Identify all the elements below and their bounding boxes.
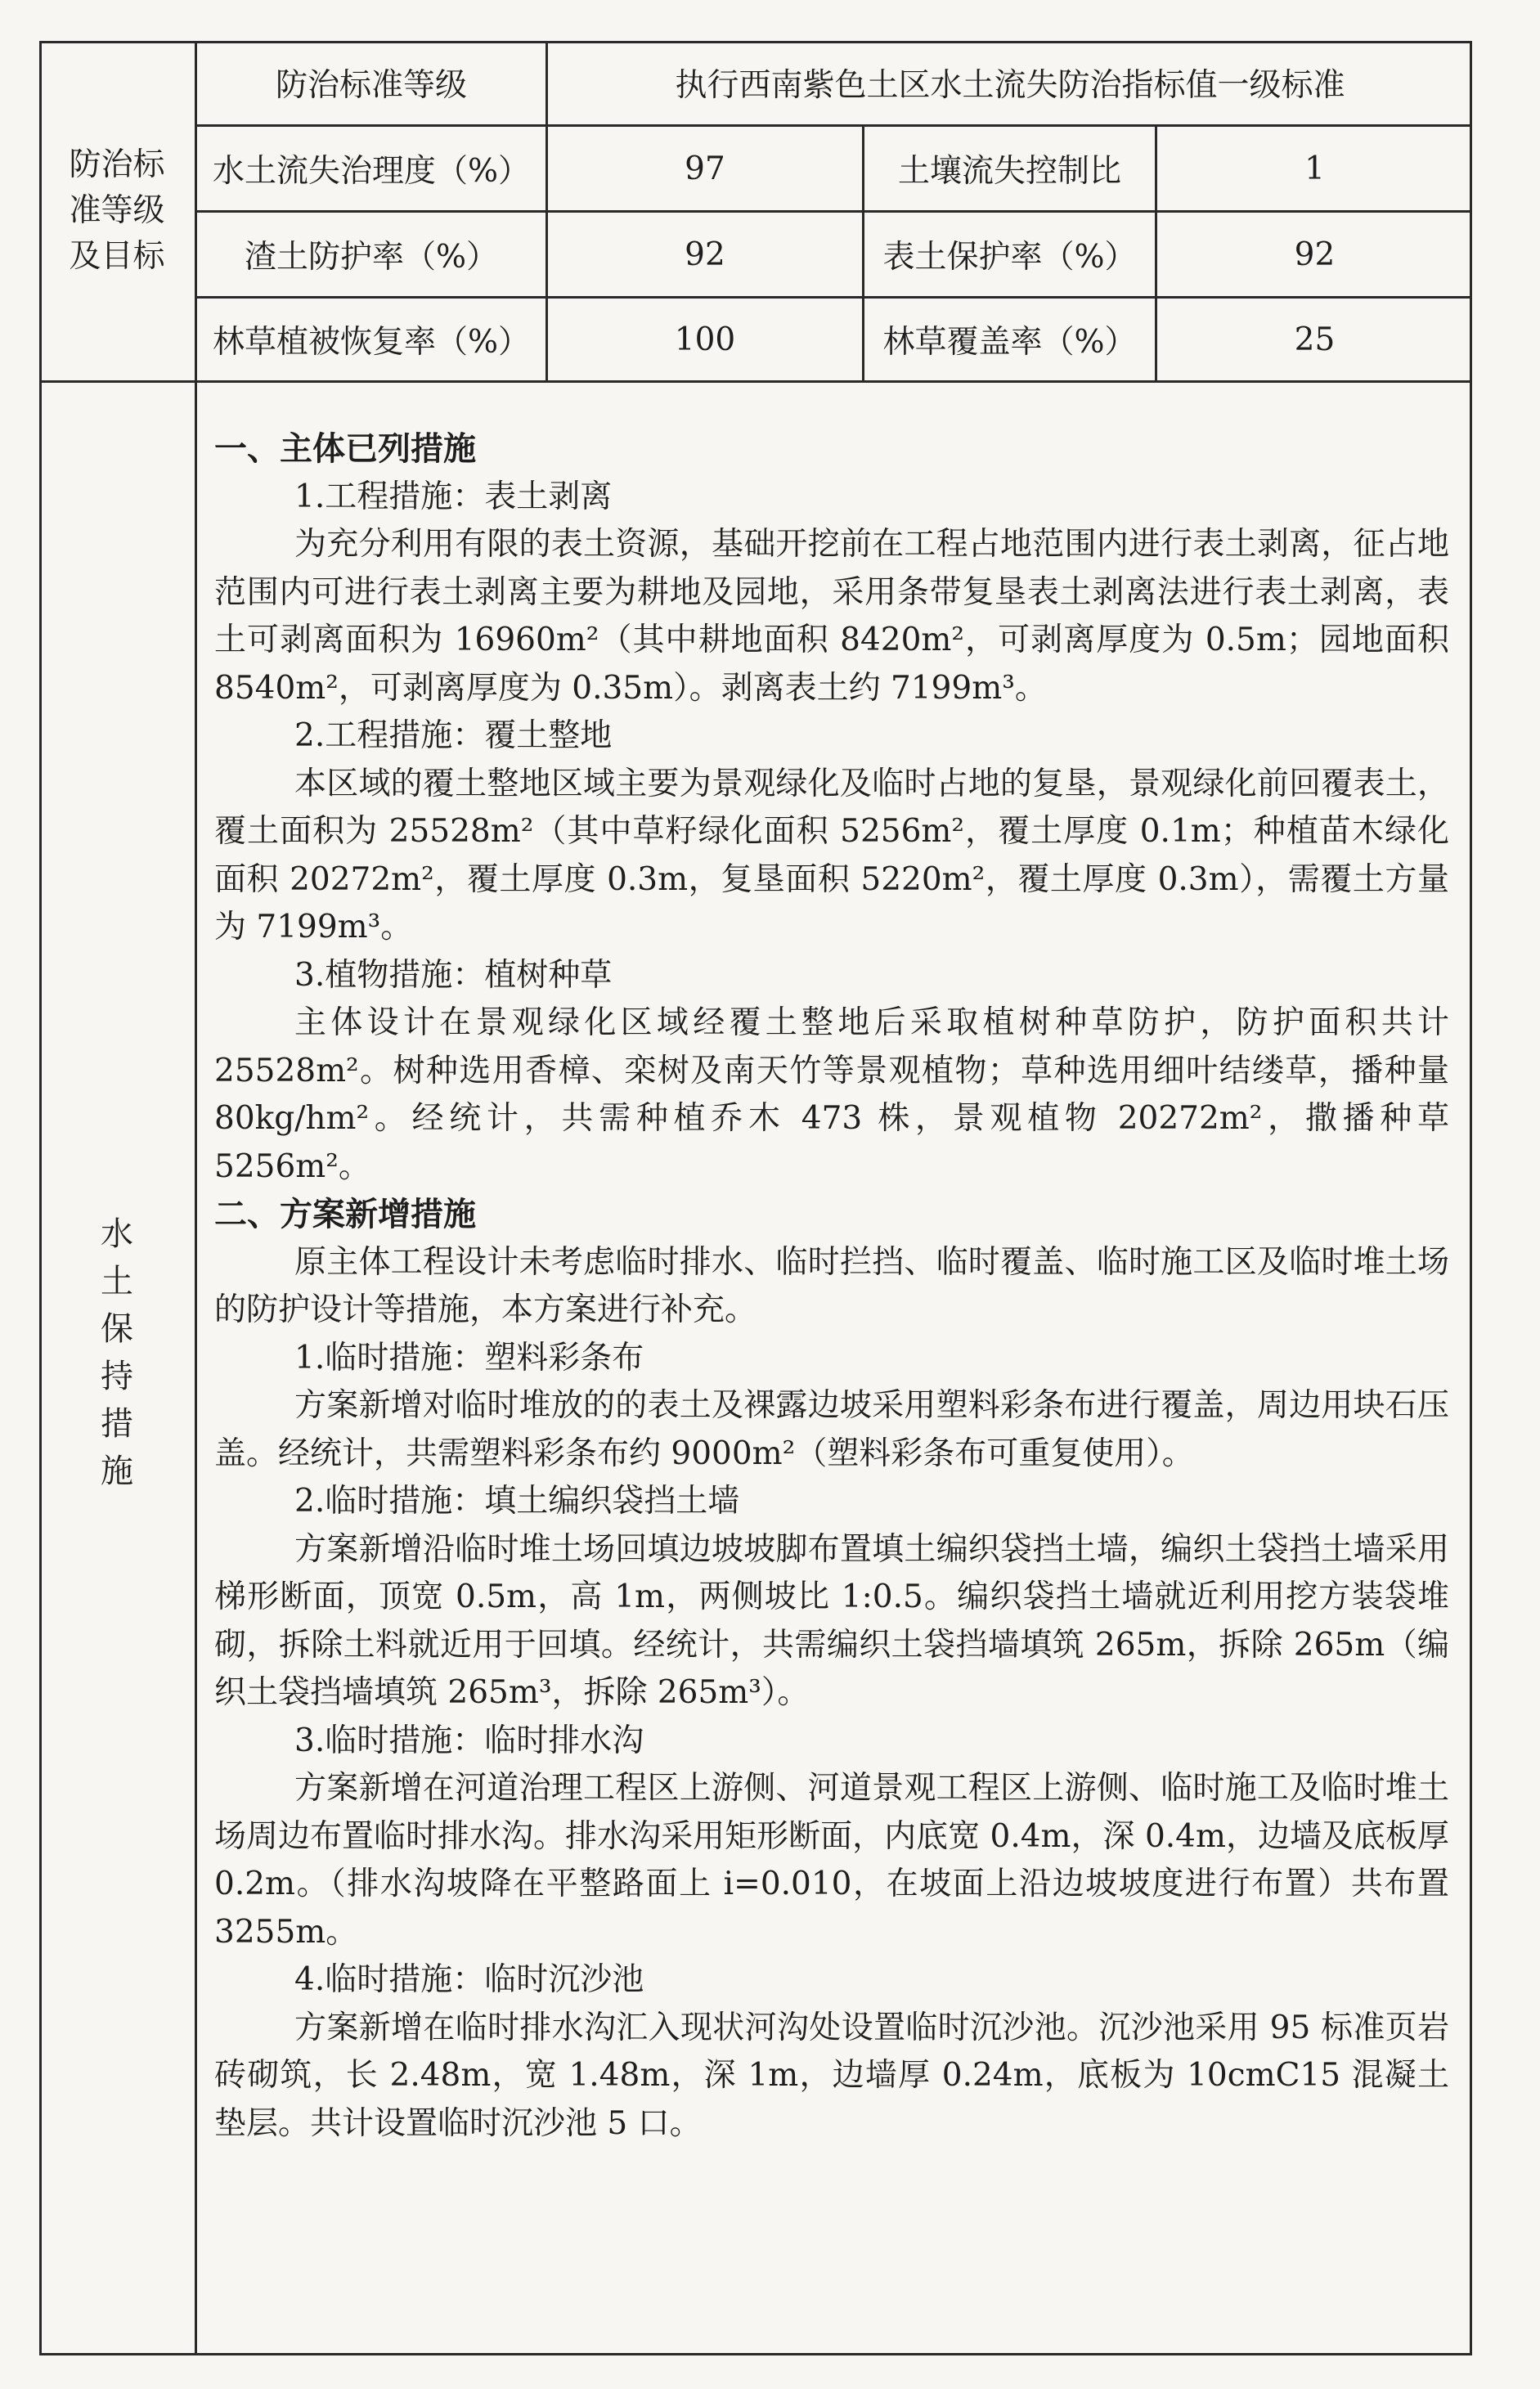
group-label-line: 防治标 bbox=[69, 146, 165, 183]
metric-value: 1 bbox=[1304, 150, 1325, 187]
measure-text: 方案新增在临时排水沟汇入现状河沟处设置临时沉沙池。沉沙池采用 95 标准页岩砖砌筑，长 2.48m，宽 1.48m，深 1m，边墙厚 0.24m，底板为 10cmC15 混凝土垫层。共计设置临时沉沙池 5 口。 bbox=[214, 2009, 1449, 2142]
measure-title: 3.植物措施：植树种草 bbox=[294, 956, 613, 994]
measures-label-char: 措 bbox=[101, 1405, 133, 1443]
metric-label: 表土保护率（%） bbox=[882, 239, 1137, 276]
measure-title: 1.工程措施：表土剥离 bbox=[294, 478, 613, 515]
metric-value: 100 bbox=[674, 321, 736, 358]
measure-text: 主体设计在景观绿化区域经覆土整地后采取植树种草防护，防护面积共计 25528m²。树种选用香樟、栾树及南天竹等景观植物；草种选用细叶结缕草，播种量 80kg/hm²。经统计，共需种植乔木 473 株，景观植物 20272m²，撒播种草 5256m²。 bbox=[214, 1004, 1449, 1185]
measures-label-char: 施 bbox=[101, 1453, 133, 1490]
metric-label: 林草覆盖率（%） bbox=[882, 324, 1137, 361]
measure-text: 方案新增对临时堆放的的表土及裸露边坡采用塑料彩条布进行覆盖，周边用块石压盖。经统计，共需塑料彩条布约 9000m²（塑料彩条布可重复使用）。 bbox=[214, 1387, 1449, 1472]
measure-title: 3.临时措施：临时排水沟 bbox=[294, 1722, 644, 1759]
metric-value: 92 bbox=[1294, 236, 1336, 273]
metric-label: 土壤流失控制比 bbox=[897, 153, 1121, 190]
measure-title: 4.临时措施：临时沉沙池 bbox=[294, 1961, 644, 1998]
group-label-line: 准等级 bbox=[69, 191, 165, 229]
measures-label-char: 水 bbox=[101, 1215, 133, 1253]
grade-value: 执行西南紫色土区水土流失防治指标值一级标准 bbox=[675, 67, 1345, 104]
section-intro: 原主体工程设计未考虑临时排水、临时拦挡、临时覆盖、临时施工区及临时堆土场的防护设计等措施，本方案进行补充。 bbox=[214, 1243, 1449, 1328]
metric-label: 林草植被恢复率（%） bbox=[212, 324, 531, 361]
metric-value: 97 bbox=[685, 150, 725, 187]
standards-group-label bbox=[39, 41, 195, 380]
measure-text: 方案新增沿临时堆土场回填边坡坡脚布置填土编织袋挡土墙，编织土袋挡土墙采用梯形断面，顶宽 0.5m，高 1m，两侧坡比 1:0.5。编织袋挡土墙就近利用挖方装袋堆砌，拆除土料就近用于回填。经统计，共需编织土袋挡墙填筑 265m，拆除 265m（编织土袋挡墙填筑 265m³，拆除 265m³）。 bbox=[214, 1530, 1449, 1711]
measures-label-char: 土 bbox=[101, 1263, 133, 1300]
measures-label bbox=[39, 1210, 195, 1495]
measures-content bbox=[214, 425, 1449, 2148]
measure-text: 为充分利用有限的表土资源，基础开挖前在工程占地范围内进行表土剥离，征占地范围内可进行表土剥离主要为耕地及园地，采用条带复垦表土剥离法进行表土剥离，表土可剥离面积为 16960m²（其中耕地面积 8420m²，可剥离厚度为 0.5m；园地面积 8540m²，可剥离厚度为 0.35m）。剥离表土约 7199m³。 bbox=[214, 526, 1449, 707]
measures-label-char: 保 bbox=[101, 1310, 133, 1348]
measure-text: 方案新增在河道治理工程区上游侧、河道景观工程区上游侧、临时施工及临时堆土场周边布置临时排水沟。排水沟采用矩形断面，内底宽 0.4m，深 0.4m，边墙及底板厚 0.2m。（排水沟坡降在平整路面上 i=0.010，在坡面上沿边坡坡度进行布置）共布置 3255m。 bbox=[214, 1770, 1449, 1951]
metric-value: 92 bbox=[685, 236, 725, 273]
measure-title: 2.工程措施：覆土整地 bbox=[294, 717, 613, 754]
metric-label: 渣土防护率（%） bbox=[244, 239, 499, 276]
metric-value: 25 bbox=[1294, 321, 1336, 358]
divider-section bbox=[39, 380, 1472, 383]
section-heading: 二、方案新增措施 bbox=[214, 1196, 476, 1233]
group-label-line: 及目标 bbox=[69, 237, 165, 275]
measure-title: 1.临时措施：塑料彩条布 bbox=[294, 1339, 644, 1376]
metric-label: 水土流失治理度（%） bbox=[212, 153, 531, 190]
measures-label-char: 持 bbox=[101, 1358, 133, 1395]
section-heading: 一、主体已列措施 bbox=[214, 430, 476, 468]
measure-title: 2.临时措施：填土编织袋挡土墙 bbox=[294, 1483, 740, 1520]
grade-label: 防治标准等级 bbox=[275, 67, 467, 104]
measure-text: 本区域的覆土整地区域主要为景观绿化及临时占地的复垦，景观绿化前回覆表土，覆土面积为 25528m²（其中草籽绿化面积 5256m²，覆土厚度 0.1m；种植苗木绿化面积 20272m²，覆土厚度 0.3m，复垦面积 5220m²，覆土厚度 0.3m），需覆土方量为 7199m³。 bbox=[214, 765, 1449, 945]
divider-left-column bbox=[195, 41, 197, 2355]
